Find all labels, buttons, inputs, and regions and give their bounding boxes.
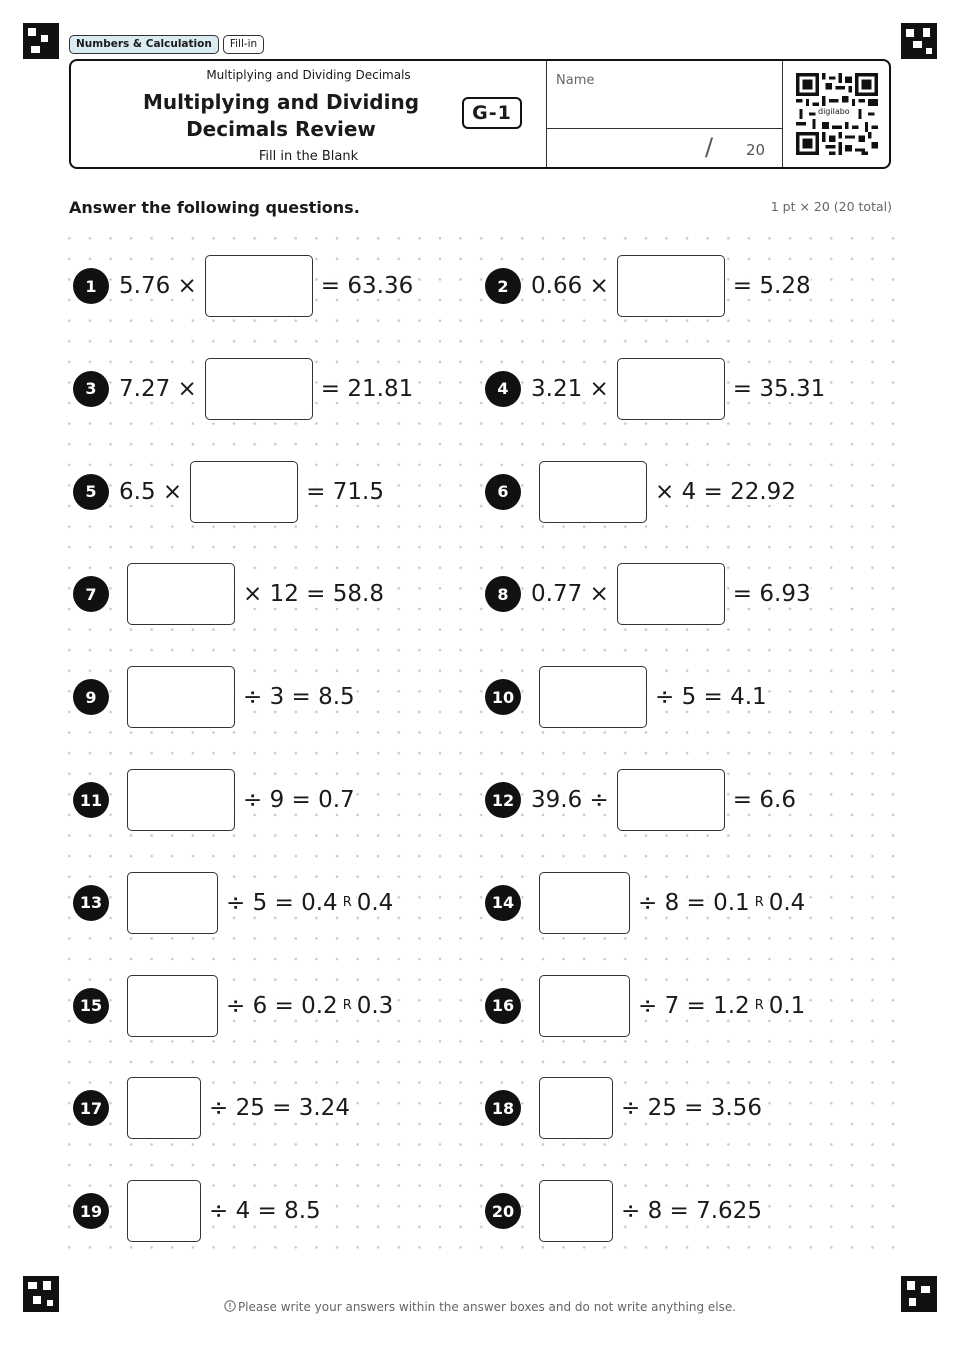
question-20 <box>485 1180 762 1242</box>
question-3 <box>73 358 413 420</box>
expression-after: = 5.28 <box>732 273 811 299</box>
header-subtitle: Multiplying and Dividing Decimals <box>206 68 411 82</box>
remainder-mark: R <box>754 895 764 911</box>
question-19 <box>73 1180 321 1242</box>
question-10 <box>485 666 767 728</box>
question-17 <box>73 1077 350 1139</box>
expression-after: ÷ 9 = 0.7 <box>243 787 355 813</box>
remainder-mark: R <box>754 998 764 1014</box>
expression-after: = 6.93 <box>732 581 811 608</box>
question-9 <box>73 666 355 728</box>
category-tags <box>69 35 264 54</box>
question-number: 20 <box>485 1193 521 1229</box>
expression-after: = 35.31 <box>732 375 826 402</box>
question-number: 18 <box>485 1090 521 1126</box>
answer-box[interactable] <box>127 1077 201 1139</box>
question-11 <box>73 769 355 831</box>
question-number: 2 <box>485 268 521 304</box>
answer-box[interactable] <box>127 563 235 625</box>
expression-after: ÷ 8 = 0.1 <box>638 889 750 916</box>
answer-box[interactable] <box>617 358 725 420</box>
question-number: 11 <box>73 782 109 818</box>
question-5 <box>73 461 384 523</box>
question-number: 1 <box>73 268 109 304</box>
worksheet-code: G-1 <box>462 97 522 129</box>
question-4 <box>485 358 825 420</box>
name-score-divider <box>547 128 783 129</box>
answer-box[interactable] <box>539 1180 613 1242</box>
question-number: 6 <box>485 474 521 510</box>
expression-before: 7.27 × <box>119 375 197 402</box>
question-number: 8 <box>485 576 521 612</box>
answer-box[interactable] <box>539 975 630 1037</box>
expression-after: × 4 = 22.92 <box>655 478 796 505</box>
name-score-area <box>546 61 782 167</box>
expression-before: 5.76 × <box>119 273 197 299</box>
question-2 <box>485 255 811 317</box>
remainder-value: 0.3 <box>356 992 394 1019</box>
points-text: 1 pt × 20 (20 total) <box>770 199 892 214</box>
question-number: 19 <box>73 1193 109 1229</box>
question-1 <box>73 255 413 317</box>
question-number: 16 <box>485 988 521 1024</box>
answer-box[interactable] <box>127 872 218 934</box>
remainder-mark: R <box>342 998 352 1014</box>
expression-after: × 12 = 58.8 <box>243 581 384 608</box>
question-number: 9 <box>73 679 109 715</box>
expression-before: 3.21 × <box>531 375 609 402</box>
question-number: 10 <box>485 679 521 715</box>
answer-box[interactable] <box>190 461 298 523</box>
question-12 <box>485 769 796 831</box>
answer-box[interactable] <box>617 769 725 831</box>
answer-box[interactable] <box>127 769 235 831</box>
qr-area <box>782 61 889 167</box>
tag-format: Fill-in <box>223 35 264 54</box>
question-7 <box>73 563 384 625</box>
expression-after: = 6.6 <box>732 787 796 813</box>
question-number: 12 <box>485 782 521 818</box>
answer-box[interactable] <box>617 255 725 317</box>
question-number: 15 <box>73 988 109 1024</box>
name-label: Name <box>556 73 595 88</box>
info-icon <box>224 1300 236 1312</box>
question-number: 14 <box>485 885 521 921</box>
answer-box[interactable] <box>539 1077 613 1139</box>
footer-note <box>0 1300 960 1314</box>
question-number: 7 <box>73 576 109 612</box>
expression-after: ÷ 25 = 3.24 <box>209 1095 350 1122</box>
instruction-text: Answer the following questions. <box>69 198 364 217</box>
tag-category: Numbers & Calculation <box>69 35 219 54</box>
answer-box[interactable] <box>127 975 218 1037</box>
expression-after: ÷ 5 = 0.4 <box>226 889 338 916</box>
expression-after: ÷ 7 = 1.2 <box>638 992 750 1019</box>
answer-box[interactable] <box>539 872 630 934</box>
question-number: 17 <box>73 1090 109 1126</box>
expression-after: ÷ 8 = 7.625 <box>621 1198 762 1225</box>
answer-box[interactable] <box>539 461 647 523</box>
question-14 <box>485 872 805 934</box>
question-18 <box>485 1077 762 1139</box>
expression-after: = 71.5 <box>306 478 384 505</box>
question-13 <box>73 872 393 934</box>
remainder-value: 0.1 <box>768 992 806 1019</box>
answer-box[interactable] <box>617 563 725 625</box>
answer-box[interactable] <box>205 358 313 420</box>
remainder-mark: R <box>342 895 352 911</box>
right-margin <box>898 0 960 1358</box>
corner-marker-top-right <box>901 23 937 59</box>
question-15 <box>73 975 393 1037</box>
expression-after: ÷ 25 = 3.56 <box>621 1095 762 1122</box>
question-number: 5 <box>73 474 109 510</box>
corner-marker-top-left <box>23 23 59 59</box>
left-margin <box>0 0 62 1358</box>
score-total: 20 <box>746 141 766 159</box>
question-number: 4 <box>485 371 521 407</box>
question-16 <box>485 975 805 1037</box>
score-slash: / <box>705 133 714 161</box>
expression-after: = 63.36 <box>320 273 414 299</box>
expression-before: 0.77 × <box>531 581 609 608</box>
expression-before: 6.5 × <box>119 478 183 505</box>
expression-before: 39.6 ÷ <box>531 787 609 813</box>
expression-after: = 21.81 <box>320 375 414 402</box>
qr-label: digilabo <box>818 107 850 116</box>
expression-after: ÷ 3 = 8.5 <box>243 684 355 711</box>
answer-box[interactable] <box>205 255 313 317</box>
answer-box[interactable] <box>127 666 235 728</box>
remainder-value: 0.4 <box>768 889 806 916</box>
question-number: 13 <box>73 885 109 921</box>
question-number: 3 <box>73 371 109 407</box>
question-8 <box>485 563 811 625</box>
expression-before: 0.66 × <box>531 273 609 299</box>
answer-box[interactable] <box>127 1180 201 1242</box>
expression-after: ÷ 4 = 8.5 <box>209 1198 321 1225</box>
expression-after: ÷ 5 = 4.1 <box>655 684 767 711</box>
answer-box[interactable] <box>539 666 647 728</box>
worksheet-header <box>69 59 891 169</box>
worksheet-mode: Fill in the Blank <box>258 149 359 164</box>
header-title-area <box>71 61 546 167</box>
question-6 <box>485 461 796 523</box>
footer-text: Please write your answers within the answer boxes and do not write anything else. <box>237 1300 737 1314</box>
expression-after: ÷ 6 = 0.2 <box>226 992 338 1019</box>
remainder-value: 0.4 <box>356 889 394 916</box>
worksheet-title: Multiplying and Dividing Decimals Review <box>142 90 420 141</box>
